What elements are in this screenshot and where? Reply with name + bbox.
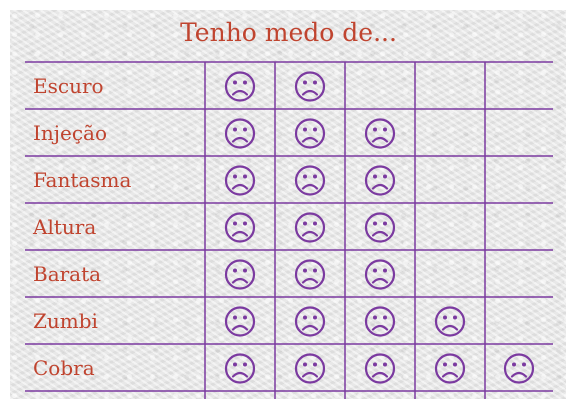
sad-face-icon [296, 355, 324, 383]
sad-face-icon [226, 355, 254, 383]
row-label: Barata [33, 262, 102, 286]
sad-face-icon [226, 214, 254, 242]
sad-face-icon [296, 167, 324, 195]
row-label: Altura [33, 215, 97, 239]
sad-face-icon [366, 261, 394, 289]
sad-face-icon [226, 261, 254, 289]
row-label: Zumbi [33, 309, 98, 333]
sad-face-icon [296, 308, 324, 336]
sad-face-icon [296, 73, 324, 101]
sad-face-icon [366, 120, 394, 148]
sad-face-icon [436, 355, 464, 383]
sad-face-icon [226, 308, 254, 336]
row-label: Escuro [33, 74, 104, 98]
sad-face-icon [505, 355, 533, 383]
sad-face-icon [366, 167, 394, 195]
row-label: Fantasma [33, 168, 132, 192]
sad-face-icon [296, 120, 324, 148]
sad-face-icon [366, 308, 394, 336]
chart-title: Tenho medo de... [180, 18, 397, 47]
sad-face-icon [226, 120, 254, 148]
row-label: Cobra [33, 356, 95, 380]
row-label: Injeção [33, 121, 107, 145]
sad-face-icon [366, 355, 394, 383]
sad-face-icon [366, 214, 394, 242]
sad-face-icon [296, 261, 324, 289]
sad-face-icon [436, 308, 464, 336]
sad-face-icon [226, 73, 254, 101]
sad-face-icon [226, 167, 254, 195]
sad-face-icon [296, 214, 324, 242]
